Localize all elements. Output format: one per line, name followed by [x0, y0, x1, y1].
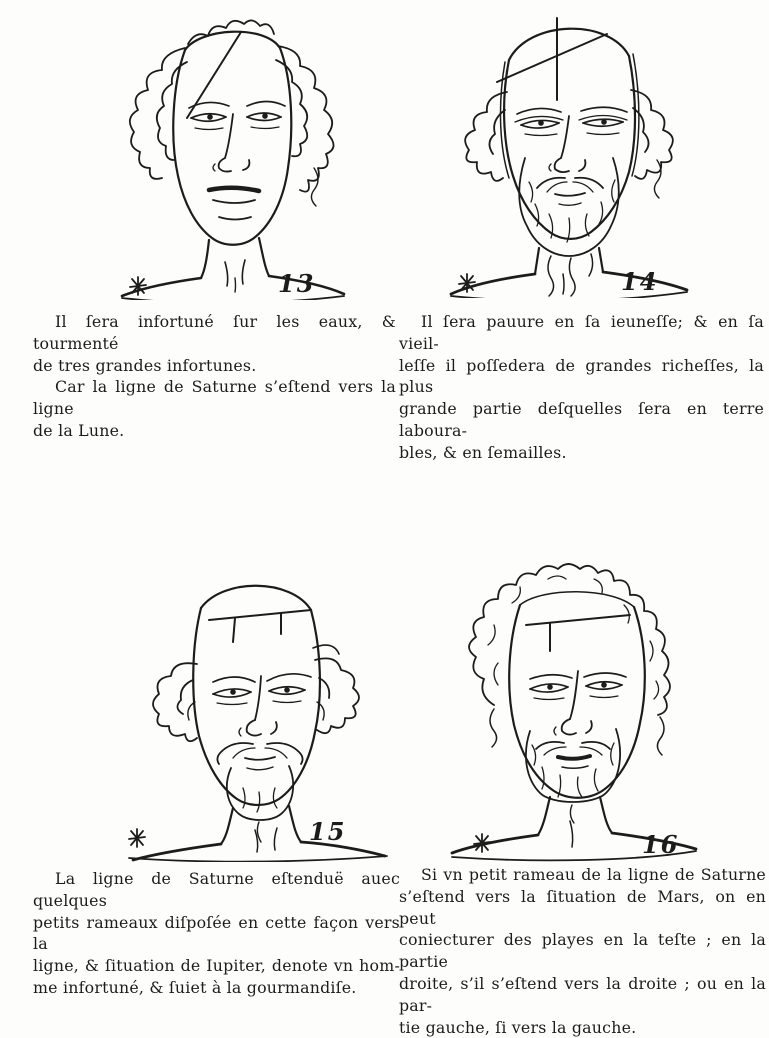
mouth [245, 757, 275, 770]
caption-line: leſſe il poſſedera de grandes richeſſes, la plus [399, 355, 764, 397]
caption-figure-13 [33, 311, 396, 442]
caption-line: de la Lune. [33, 420, 125, 440]
caption-figure-14 [399, 311, 764, 464]
star-mark-icon [459, 274, 475, 292]
caption-line: coniecturer des playes en la teſte ; en la partie [399, 930, 766, 972]
star-mark-icon [474, 834, 490, 852]
caption-line: bles, & en ſemailles. [399, 442, 567, 462]
caption-line: de tres grandes infortunes. [33, 355, 257, 375]
caption-line: Il ſera pauure en ſa ieuneſſe; & en ſa vieil- [399, 312, 764, 353]
figure-15-woodcut [129, 586, 387, 862]
figure-number: 15 [309, 817, 347, 846]
figure-13-woodcut [122, 20, 344, 300]
beard [526, 729, 620, 823]
figure-16-woodcut [452, 564, 696, 860]
hair [465, 90, 673, 198]
branched-line-mark [526, 615, 630, 651]
star-mark-icon [130, 277, 146, 295]
caption-line: droite, s’il s’eſtend vers la droite ; ou en la par- [399, 973, 766, 1015]
moustache [537, 178, 603, 192]
figure-15 [105, 556, 397, 862]
face-outline [193, 586, 320, 805]
mouth [558, 756, 590, 768]
caption-line: Il ſera infortuné ſur les eaux, & tourmenté [33, 312, 396, 353]
figure-14 [433, 2, 705, 298]
caption-line: petits rameaux diſpoſée en cette façon vers la [33, 912, 400, 954]
mouth [555, 193, 585, 205]
moustache [536, 742, 610, 755]
face-outline [173, 32, 291, 245]
nose [239, 676, 277, 736]
star-mark-icon [129, 829, 145, 847]
face-outline [509, 592, 645, 798]
caption-line: ligne, & ſituation de Iupiter, denote vn hom- [33, 956, 400, 976]
caption-figure-16 [399, 864, 766, 1038]
mouth [209, 188, 259, 220]
moustache [217, 743, 302, 764]
figure-14-woodcut [451, 18, 687, 298]
caption-figure-15 [33, 868, 400, 999]
eyes [213, 674, 311, 705]
nose [554, 671, 592, 735]
figure-number: 14 [621, 267, 659, 296]
caption-line: Si vn petit rameau de la ligne de Saturne [421, 865, 766, 884]
caption-line: Car la ligne de Saturne s’eſtend vers la ligne [33, 377, 396, 419]
eyes [515, 107, 627, 135]
branched-line-mark [209, 610, 311, 642]
eyes [189, 102, 285, 130]
caption-line: grande partie deſquelles ſera en terre laboura- [399, 399, 764, 440]
figure-number: 13 [278, 269, 316, 298]
figure-number: 16 [642, 830, 680, 859]
caption-line: s’eſtend vers la ſituation de Mars, on en peut [399, 886, 766, 928]
figure-16 [428, 545, 728, 867]
nose [213, 114, 249, 172]
figure-13 [108, 8, 348, 300]
caption-line: tie gauche, ſi vers la gauche. [399, 1017, 637, 1037]
caption-line: me infortuné, & ſuiet à la gourmandiſe. [33, 977, 357, 997]
hair [153, 645, 359, 741]
caption-line: La ligne de Saturne eſtenduë auec quelques [33, 869, 400, 910]
goatee-beard [227, 766, 293, 842]
